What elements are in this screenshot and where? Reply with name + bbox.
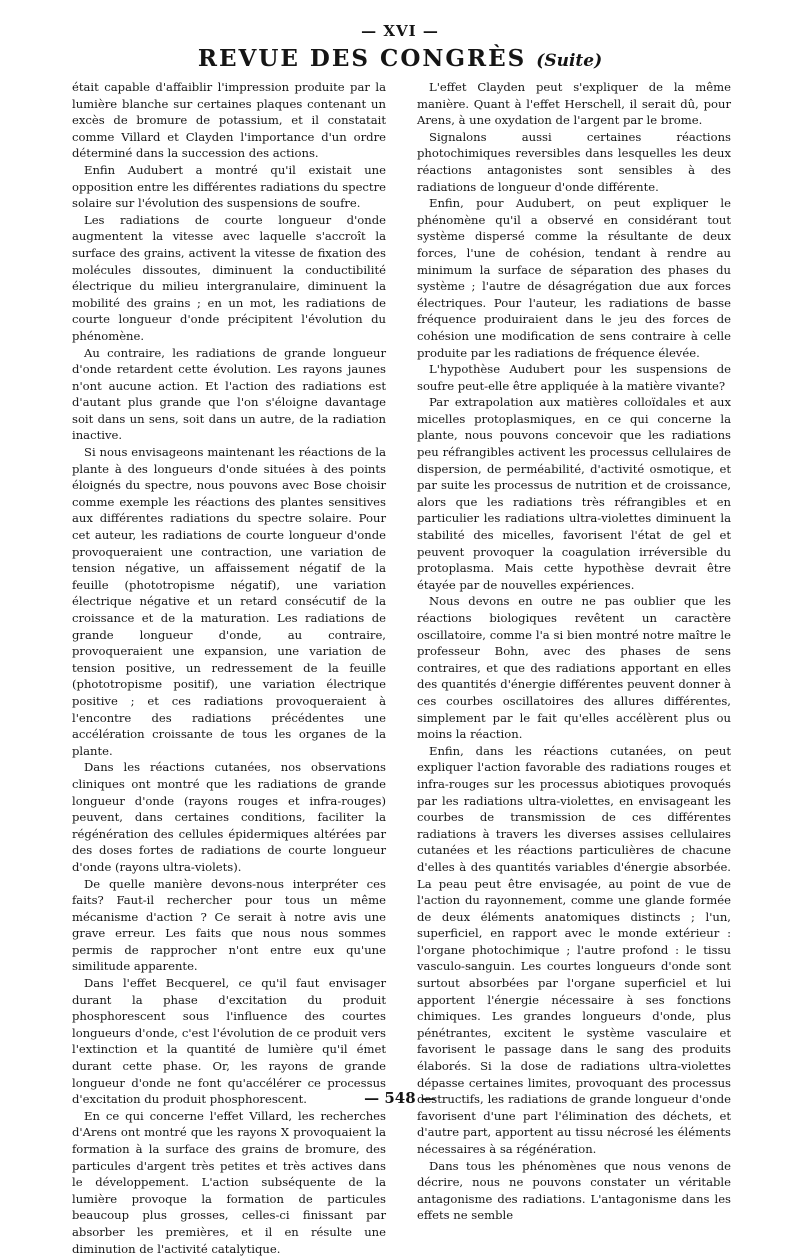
title-suite: (Suite) [536,51,603,71]
paragraph: Dans l'effet Becquerel, ce qu'il faut envisager durant la phase d'excitation du produit phosphorescent sous l'influence des courtes longueurs d'onde, c'est l'évolution de ce produit vers l'extinction et la quantité de lumière qu'il émet durant cette phase. Or, les rayons de grande longueur d'onde ne font qu'accélérer ce processus d'excitation du produit phosphorescent. [72,976,386,1107]
paragraph: Si nous envisageons maintenant les réactions de la plante à des longueurs d'onde situées à des points éloignés du spectre, nous pouvons avec Bose choisir comme exemple les réactions des plantes sensitives aux différentes radiations du spectre solaire. Pour cet auteur, les radiations de courte longueur d'onde provoqueraient une contraction, une variation de tension négative, un affaissement négatif de la feuille (phototropisme négatif), une variation électrique négative et un retard consécutif de la croissance et de la maturation. Les radiations de grande longueur d'onde, au contraire, provoqueraient une expansion, une variation de tension positive, un redressement de la feuille (phototropisme positif), une variation électrique positive ; et ces radiations provoqueraient à l'encontre des radiations précédentes une accélération croissante de tous les organes de la plante. [72,445,386,758]
paragraph: Au contraire, les radiations de grande longueur d'onde retardent cette évolution. Les rayons jaunes n'ont aucune action. Et l'action des radiations est d'autant plus grande que l'on s'éloigne davantage soit dans un sens, soit dans un autre, de la radiation inactive. [72,345,386,443]
paragraph: L'hypothèse Audubert pour les suspensions de soufre peut-elle être appliquée à la matière vivante? [417,362,731,393]
title-text: REVUE DES CONGRÈS [197,45,527,72]
right-column [417,79,731,1224]
paragraph: En ce qui concerne l'effet Villard, les recherches d'Arens ont montré que les rayons X provoquaient la formation à la surface des grains de bromure, des particules d'argent très petites et très actives dans le développement. L'action subséquente de la lumière provoque la formation de particules beaucoup plus grosses, celles-ci finissant par absorber les premières, et il en résulte une diminution de l'activité catalytique. [72,1108,386,1256]
paragraph: Par extrapolation aux matières colloïdales et aux micelles protoplasmiques, en ce qui concerne la plante, nous pouvons concevoir que les radiations peu réfrangibles activent les processus cellulaires de dispersion, de perméabilité, d'activité osmotique, et par suite les processus de nutrition et de croissance, alors que les radiations très réfrangibles et en particulier les radiations ultra-violettes diminuent la stabilité des micelles, favorisent l'état de gel et peuvent provoquer la coagulation irréversible du protoplasma. Mais cette hypothèse devrait être étayée par de nouvelles expériences. [417,395,731,592]
paragraph: Dans tous les phénomènes que nous venons de décrire, nous ne pouvons constater un véritable antagonisme des radiations. L'antagonisme dans les effets ne semble [417,1158,731,1223]
journal-section-title [0,45,800,72]
paragraph: L'effet Clayden peut s'expliquer de la même manière. Quant à l'effet Herschell, il serait dû, pour Arens, à une oxydation de l'argent par le brome. [417,80,731,128]
paragraph: De quelle manière devons-nous interpréter ces faits? Faut-il rechercher pour tous un même mécanisme d'action ? Ce serait à notre avis une grave erreur. Les faits que nous nous sommes permis de rapprocher n'ont entre eux qu'une similitude apparente. [72,876,386,974]
paragraph: Dans les réactions cutanées, nos observations cliniques ont montré que les radiations de grande longueur d'onde (rayons rouges et infra-rouges) peuvent, dans certaines conditions, faciliter la régénération des cellules épidermiques altérées par des doses fortes de radiations de courte longueur d'onde (rayons ultra-violets). [72,760,386,874]
paragraph: Nous devons en outre ne pas oublier que les réactions biologiques revêtent un caractère oscillatoire, comme l'a si bien montré notre maître le professeur Bohn, avec des phases de sens contraires, et que des radiations apportant en elles des quantités d'énergie différentes peuvent donner à ces courbes oscillatoires des allures différentes, simplement par le fait qu'elles accélèrent plus ou moins la réaction. [417,594,731,742]
paragraph: Enfin, dans les réactions cutanées, on peut expliquer l'action favorable des radiations rouges et infra-rouges sur les processus abiotiques provoqués par les radiations ultra-violettes, en envisageant les courbes de transmission de ces différentes radiations à travers les diverses assises cellulaires cutanées et les réactions particulières de chacune d'elles à des quantités variables d'énergie absorbée. La peau peut être envisagée, au point de vue de l'action du rayonnement, comme une glande formée de deux éléments anatomiques distincts ; l'un, superficiel, en rapport avec le monde extérieur : l'organe photochimique ; l'autre profond : le tissu vasculo-sanguin. Les courtes longueurs d'onde sont surtout absorbées par l'organe superficiel et lui apportent l'énergie nécessaire à ses fonctions chimiques. Les grandes longueurs d'onde, plus pénétrantes, excitent le système vasculaire et favorisent le passage dans le sang des produits élaborés. Si la dose de radiations ultra-violettes dépasse certaines limites, provoquant des processus destructifs, les radiations de grande longueur d'onde favorisent d'une part l'élimination des déchets, et d'autre part, apportent au tissu nécrosé les éléments nécessaires à sa régénération. [417,743,731,1156]
paragraph: était capable d'affaiblir l'impression produite par la lumière blanche sur certaines plaques contenant un excès de bromure de potassium, et il constatait comme Villard et Clayden l'importance d'un ordre déterminé dans la succession des actions. [72,80,386,161]
roman-page-number: — XVI — [361,22,439,40]
left-column [72,79,386,1257]
paragraph: Les radiations de courte longueur d'onde augmentent la vitesse avec laquelle s'accroît la surface des grains, activent la vitesse de fixation des molécules dissoutes, diminuent la conductibilité électrique du milieu intergranulaire, diminuent la mobilité des grains ; en un mot, les radiations de courte longueur d'onde précipitent l'évolution du phénomène. [72,212,386,343]
paragraph: Signalons aussi certaines réactions photochimiques reversibles dans lesquelles les deux réactions antagonistes sont sensibles à des radiations de longueur d'onde différente. [417,129,731,194]
paragraph: Enfin Audubert a montré qu'il existait une opposition entre les différentes radiations du spectre solaire sur l'évolution des suspensions de soufre. [72,162,386,211]
page-number: — 548 — [364,1089,436,1107]
paragraph: Enfin, pour Audubert, on peut expliquer le phénomène qu'il a observé en considérant tout système dispersé comme la résultante de deux forces, l'une de cohésion, tendant à rendre au minimum la surface de séparation des phases du système ; l'autre de désagrégation due aux forces électriques. Pour l'auteur, les radiations de basse fréquence produiraient dans le jeu des forces de cohésion une modification de sens contraire à celle produite par les radiations de fréquence élevée. [417,196,731,360]
